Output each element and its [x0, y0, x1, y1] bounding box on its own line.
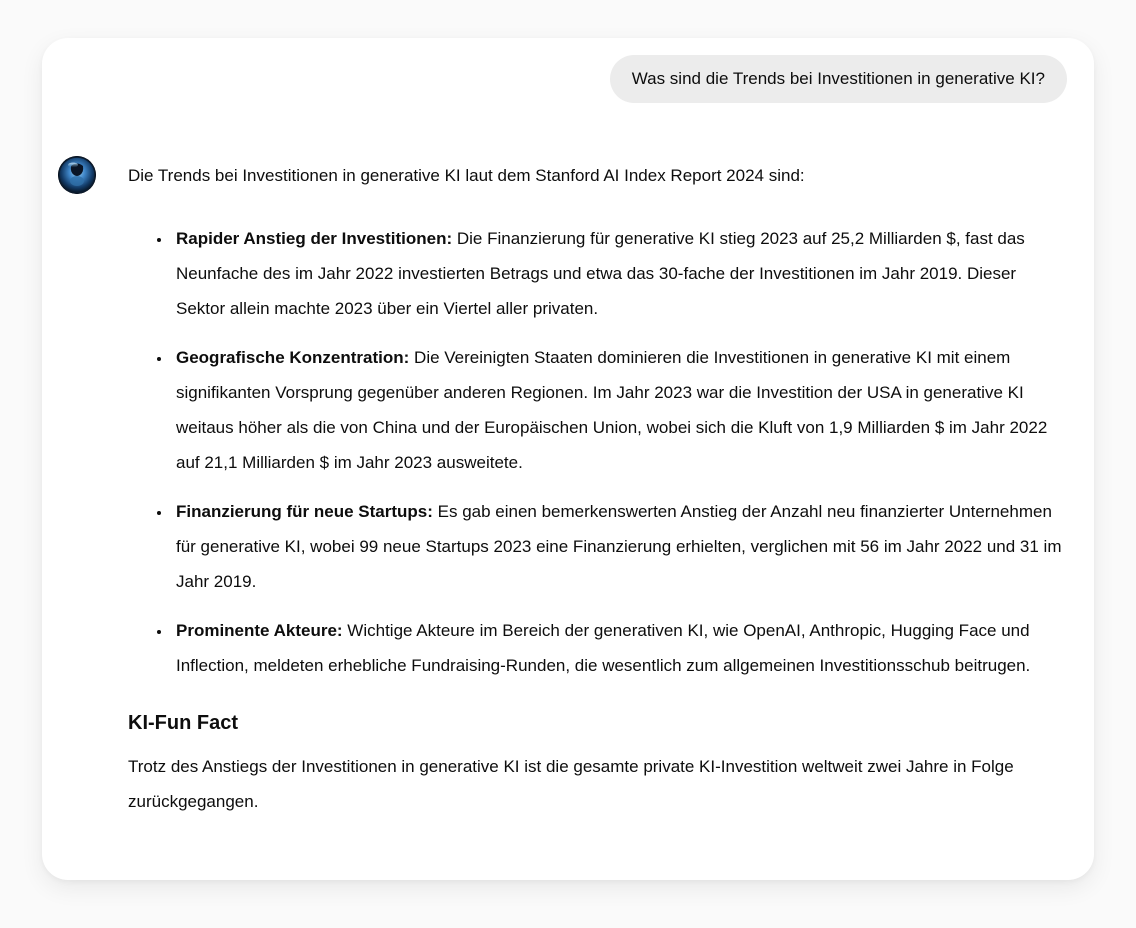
bullet-title: Finanzierung für neue Startups:: [176, 502, 433, 521]
list-item: [172, 340, 1068, 480]
user-message-bubble: Was sind die Trends bei Investitionen in generative KI?: [610, 55, 1067, 103]
assistant-intro-text: Die Trends bei Investitionen in generative KI laut dem Stanford AI Index Report 2024 sind:: [128, 166, 805, 185]
list-item: [172, 613, 1068, 683]
list-item: [172, 494, 1068, 599]
user-message-row: [42, 38, 1094, 103]
assistant-message: [128, 156, 1068, 819]
fun-fact-heading: KI-Fun Fact: [128, 712, 238, 734]
assistant-message-row: [42, 103, 1094, 819]
list-item: [172, 221, 1068, 326]
bullet-title: Rapider Anstieg der Investitionen:: [176, 229, 453, 248]
bullet-body: Die Vereinigten Staaten dominieren die Investitionen in generative KI mit einem signifikanten Vorsprung gegenüber anderen Regionen. Im Jahr 2023 war die Investition der USA in generative KI weitaus höher als die von China und der Europäischen Union, wobei sich die Kluft von 1,9 Milliarden $ im Jahr 2022 auf 21,1 Milliarden $ im Jahr 2023 ausweitete.: [176, 348, 1048, 472]
bullet-body: Es gab einen bemerkenswerten Anstieg der Anzahl neu finanzierter Unternehmen für generative KI, wobei 99 neue Startups 2023 eine Finanzierung erhielten, verglichen mit 56 im Jahr 2022 und 31 im Jahr 2019.: [176, 502, 1062, 591]
robot-orb-icon: [58, 156, 96, 194]
assistant-avatar: [58, 156, 96, 194]
bullet-title: Prominente Akteure:: [176, 621, 343, 640]
bullet-list: [128, 221, 1068, 683]
fun-fact-paragraph: Trotz des Anstiegs der Investitionen in generative KI ist die gesamte private KI-Investition weltweit zwei Jahre in Folge zurückgegangen.: [128, 757, 1014, 811]
bullet-body: Wichtige Akteure im Bereich der generativen KI, wie OpenAI, Anthropic, Hugging Face und Inflection, meldeten erhebliche Fundraising-Runden, die wesentlich zum allgemeinen Investitionsschub beitrugen.: [176, 621, 1031, 675]
bullet-title: Geografische Konzentration:: [176, 348, 410, 367]
bullet-body: Die Finanzierung für generative KI stieg 2023 auf 25,2 Milliarden $, fast das Neunfache des im Jahr 2022 investierten Betrags und etwa das 30-fache der Investitionen im Jahr 2019. Dieser Sektor allein machte 2023 über ein Viertel aller privaten.: [176, 229, 1025, 318]
chat-card: [42, 38, 1094, 880]
